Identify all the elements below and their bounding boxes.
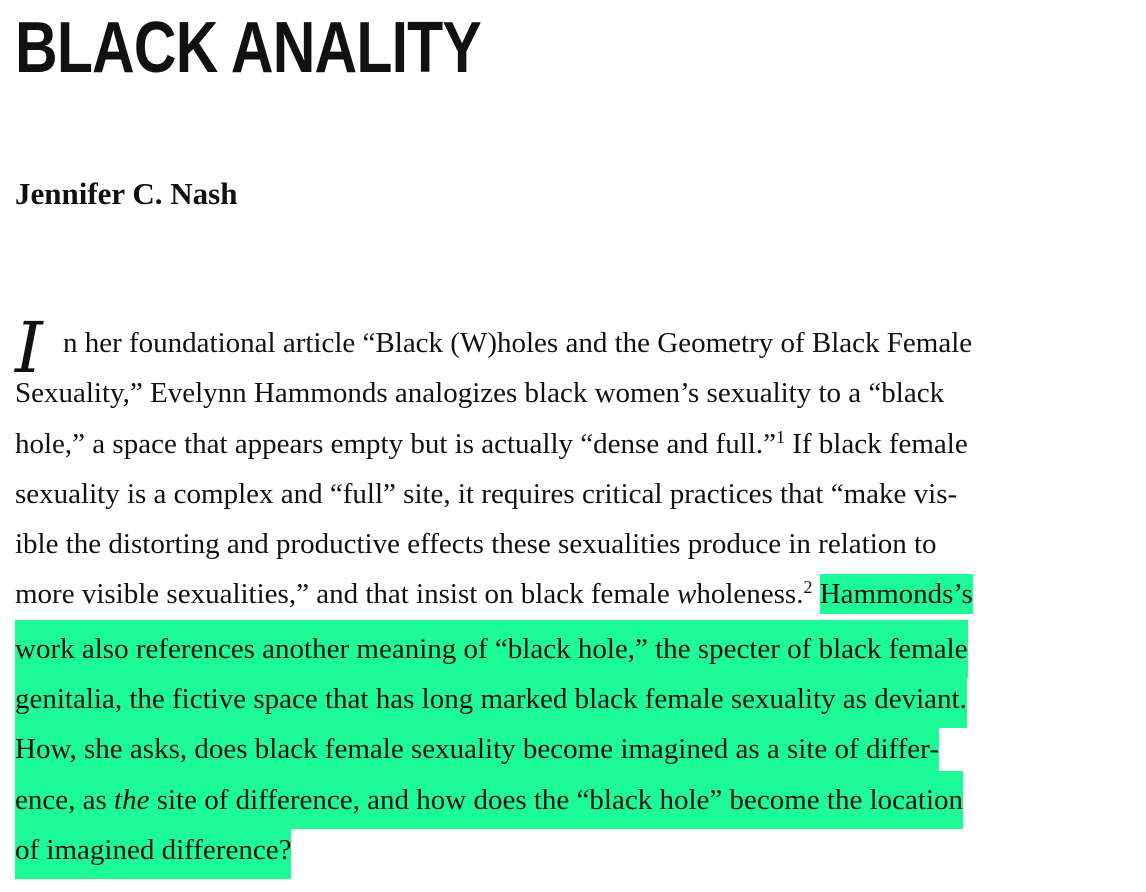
body-line-10: [15, 771, 1126, 821]
line-text-a: ence, as: [15, 783, 115, 816]
highlighted-text[interactable]: of imagined difference?: [15, 821, 291, 879]
line-text-b: site of difference, and how does the “black hole” become the location: [149, 783, 964, 816]
line-text: n her foundational article “Black (W)holes and the Geometry of Black Female: [63, 327, 973, 359]
line-text: ible the distorting and productive effects these sexualities produce in relation to: [15, 528, 937, 561]
line-text: [15, 569, 973, 619]
footnote-ref-1[interactable]: 1: [775, 426, 785, 447]
body-line-9: [15, 720, 1126, 770]
highlighted-text[interactable]: work also references another meaning of “black hole,” the specter of black female: [15, 620, 968, 678]
line-text-a: hole,” a space that appears empty but is actually “dense and full.”: [15, 427, 776, 460]
body-line-8: [15, 670, 1126, 720]
footnote-ref-2[interactable]: 2: [803, 577, 813, 598]
highlighted-text[interactable]: genitalia, the fictive space that has long marked black female sexuality as deviant.: [15, 670, 967, 728]
body-line-11: [15, 821, 1126, 871]
line-text: [15, 419, 968, 469]
body-line-7: [15, 620, 1126, 670]
body-line-1: [15, 307, 1126, 389]
line-text: Sexuality,” Evelynn Hammonds analogizes black women’s sexuality to a “black: [15, 377, 945, 410]
body-line-5: [15, 519, 1126, 569]
article-body: [15, 307, 1126, 871]
line-text-b: holeness.: [696, 578, 804, 611]
highlighted-text[interactable]: How, she asks, does black female sexuality become imagined as a site of differ-: [15, 720, 939, 778]
body-line-2: [15, 368, 1126, 418]
body-line-3: [15, 419, 1126, 469]
body-line-4: [15, 469, 1126, 519]
highlighted-text[interactable]: Hammonds’s: [820, 574, 973, 614]
line-text-b: If black female: [784, 427, 968, 460]
body-line-6: [15, 569, 1126, 619]
drop-cap: I: [15, 307, 43, 389]
line-text: sexuality is a complex and “full” site, it requires critical practices that “make vis-: [15, 477, 958, 510]
italic-w: w: [677, 578, 697, 611]
italic-the: the: [114, 783, 150, 816]
line-text-a: more visible sexualities,” and that insist on black female: [15, 578, 677, 611]
article-title: BLACK ANALITY: [15, 8, 481, 88]
author-name: Jennifer C. Nash: [15, 176, 238, 211]
